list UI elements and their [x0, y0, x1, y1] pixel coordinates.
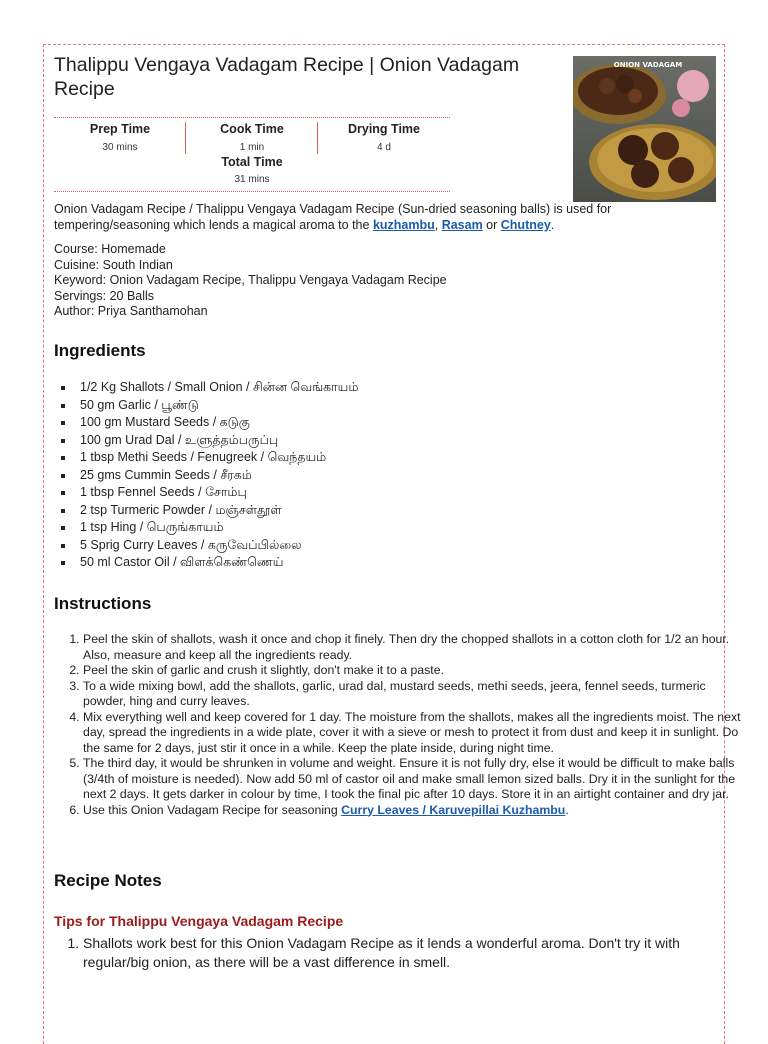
prep-time [54, 122, 186, 154]
times-top-rule [54, 117, 450, 118]
recipe-meta [54, 242, 447, 320]
meta-keyword: Keyword: Onion Vadagam Recipe, Thalippu Vengaya Vadagam Recipe [54, 273, 447, 287]
ingredient-item: 100 gm Mustard Seeds / கடுகு [80, 414, 358, 432]
link-kuzhambu[interactable]: kuzhambu [372, 218, 435, 232]
ingredients-heading: Ingredients [54, 341, 146, 360]
recipe-notes-heading: Recipe Notes [54, 871, 162, 890]
ingredient-item: 2 tsp Turmeric Powder / மஞ்சள்தூள் [80, 502, 358, 520]
meta-servings: Servings: 20 Balls [54, 288, 155, 303]
link-rasam[interactable]: Rasam [441, 218, 483, 232]
recipe-title: Thalippu Vengaya Vadagam Recipe | Onion Vadagam Recipe [54, 54, 520, 100]
cook-time-label: Cook Time [220, 122, 284, 136]
ingredients-list [54, 379, 358, 572]
prep-time-label: Prep Time [89, 122, 151, 136]
instruction-step: 2. Peel the skin of garlic and crush it slightly, don't make it to a paste. [83, 663, 743, 679]
total-time-value: 31 mins [234, 174, 270, 185]
recipe-photo [573, 56, 716, 202]
ingredient-item: 50 ml Castor Oil / விளக்கெண்ணெய் [80, 554, 358, 572]
ingredient-item: 1/2 Kg Shallots / Small Onion / சின்ன வெங்காயம் [80, 379, 358, 397]
photo-caption-text: ONION VADAGAM [613, 61, 683, 69]
intro-separator: or [482, 218, 501, 232]
intro-separator: , [434, 218, 442, 232]
drying-time-label: Drying Time [347, 122, 420, 136]
cook-time [186, 122, 318, 154]
instruction-step: 5. The third day, it would be shrunken in volume and weight. Ensure it is not fully dry, else it would be difficult to make balls (3/4th of moisture is needed). Now add 50 ml of castor oil and make small lemon sized balls. Dry it in the sunlight for the next 2 days. It gets darker in colour by time, I took the final pic after 10 days. Store it in an airtight container and dry jar. [83, 756, 743, 803]
ingredient-item: 50 gm Garlic / பூண்டு [80, 397, 358, 415]
meta-cuisine: Cuisine: South Indian [54, 257, 173, 272]
ingredient-item: 5 Sprig Curry Leaves / கருவேப்பில்லை [80, 537, 358, 555]
instruction-step: 3. To a wide mixing bowl, add the shallots, garlic, urad dal, mustard seeds, methi seeds, jeera, fennel seeds, turmeric powder, hing and curry leaves. [83, 679, 743, 710]
ingredient-item: 1 tsp Hing / பெருங்காயம் [80, 519, 358, 537]
intro-end: . [550, 218, 555, 232]
total-time [186, 155, 318, 186]
cook-time-value: 1 min [239, 142, 265, 153]
instruction-text: Use this Onion Vadagam Recipe for seasoning [83, 802, 342, 817]
drying-time-value: 4 d [377, 142, 391, 153]
drying-time [318, 122, 450, 154]
instruction-step: 1. Peel the skin of shallots, wash it once and chop it finely. Then dry the chopped shallots in a cotton cloth for 1/2 an hour. Also, measure and keep all the ingredients ready. [83, 632, 743, 663]
meta-course: Course: Homemade [54, 242, 166, 256]
prep-time-value: 30 mins [102, 142, 138, 153]
instructions-list [54, 632, 743, 818]
instruction-end: . [565, 802, 569, 817]
ingredient-item: 1 tbsp Methi Seeds / Fenugreek / வெந்தயம் [80, 449, 358, 467]
times-bottom-rule [54, 191, 450, 192]
link-curry-leaves-kuzhambu[interactable]: Curry Leaves / Karuvepillai Kuzhambu [341, 802, 566, 817]
intro-text: Onion Vadagam Recipe / Thalippu Vengaya Vadagam Recipe (Sun-dried seasoning balls) is used for tempering/seasoning which lends a magical aroma to the [54, 202, 612, 232]
ingredient-item: 100 gm Urad Dal / உளுத்தம்பருப்பு [80, 432, 358, 450]
instruction-step: 4. Mix everything well and keep covered for 1 day. The moisture from the shallots, makes all the ingredients moist. The next day, spread the ingredients in a wide plate, cover it with a sieve or mesh to protect it from dust and keep it in sunlight. Do the same for 2 days, just stir it once in a while. Keep the plate inside, during night time. [83, 710, 743, 757]
recipe-times [54, 122, 450, 186]
tips-heading: Tips for Thalippu Vengaya Vadagam Recipe [54, 913, 344, 929]
meta-author: Author: Priya Santhamohan [54, 304, 208, 318]
ingredient-item: 1 tbsp Fennel Seeds / சோம்பு [80, 484, 358, 502]
link-chutney[interactable]: Chutney [500, 218, 551, 232]
notes-list [54, 934, 733, 972]
total-time-label: Total Time [221, 155, 283, 169]
note-item: 1. Shallots work best for this Onion Vadagam Recipe as it lends a wonderful aroma. Don't try it with regular/big onion, as there will be a vast difference in smell. [83, 934, 733, 972]
instruction-step [83, 803, 743, 819]
ingredient-item: 25 gms Cummin Seeds / சீரகம் [80, 467, 358, 485]
instructions-heading: Instructions [54, 594, 152, 613]
recipe-intro [54, 201, 694, 233]
